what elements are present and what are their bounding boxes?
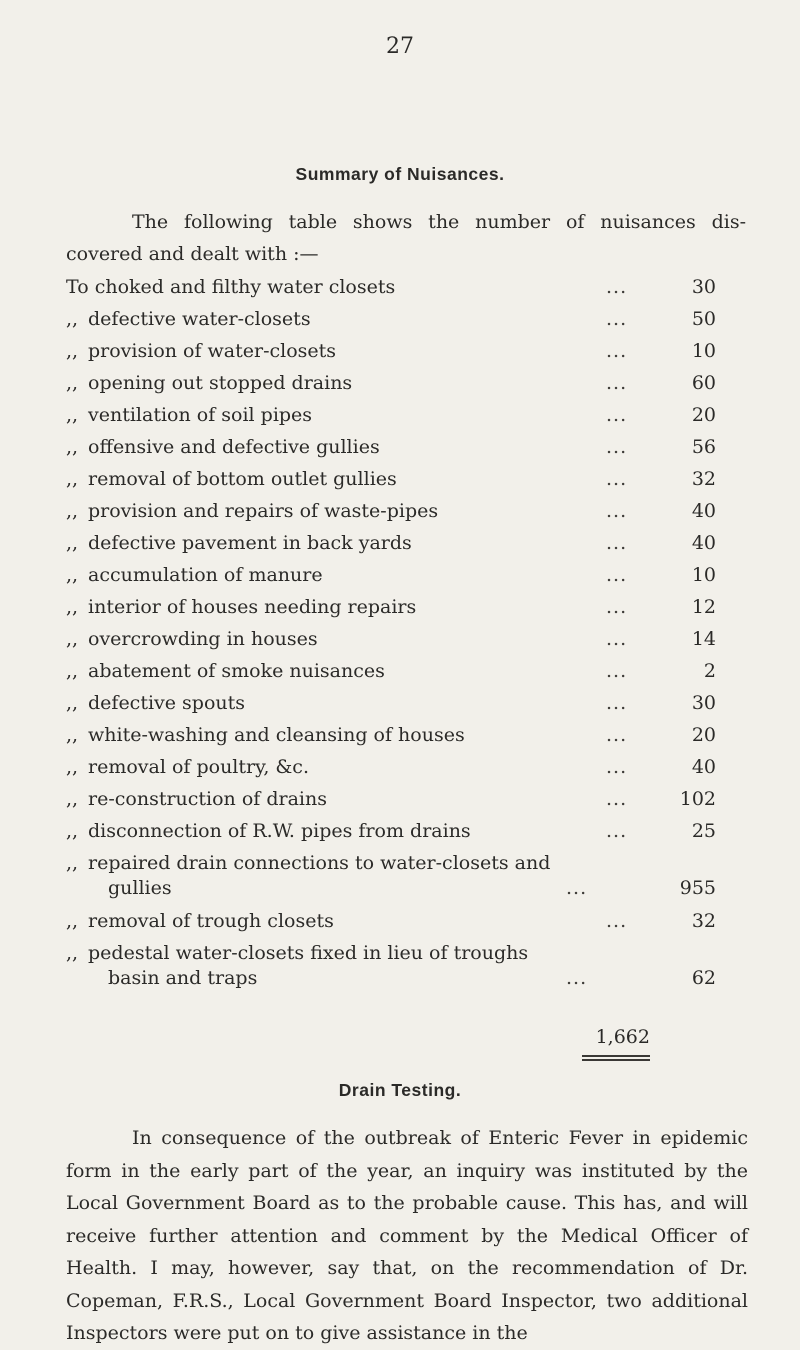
row-value: 20: [691, 724, 716, 746]
dot-leader: ...: [606, 820, 628, 842]
row-prefix: ,,: [66, 628, 79, 650]
dot-leader: ...: [606, 660, 628, 682]
row-prefix: ,,: [66, 500, 79, 522]
row-label: removal of poultry, &c.: [88, 756, 309, 778]
row-value: 60: [691, 372, 716, 394]
row-label: removal of trough closets: [88, 910, 334, 932]
row-prefix: ,,: [66, 820, 79, 842]
row-label: removal of bottom outlet gullies: [88, 468, 397, 490]
dot-leader: ...: [606, 404, 628, 426]
row-prefix: ,,: [66, 340, 79, 362]
row-value: 102: [679, 788, 716, 810]
dot-leader: ...: [606, 788, 628, 810]
row-prefix: ,,: [66, 468, 79, 490]
row-label: repaired drain connections to water-closets and: [88, 852, 551, 874]
dot-leader: ...: [606, 372, 628, 394]
row-prefix: ,,: [66, 596, 79, 618]
table-row: [66, 847, 716, 905]
row-prefix: ,,: [66, 756, 79, 778]
intro-paragraph: [66, 206, 746, 270]
row-prefix: ,,: [66, 404, 79, 426]
dot-leader: ...: [606, 436, 628, 458]
dot-leader: ...: [606, 276, 628, 298]
row-label: defective spouts: [88, 692, 246, 714]
row-label-continuation: gullies: [108, 877, 172, 899]
row-prefix: ,,: [66, 660, 79, 682]
intro-line-1: The following table shows the number of nuisances dis-: [132, 211, 746, 233]
row-label: provision and repairs of waste-pipes: [88, 500, 439, 522]
row-prefix: To: [66, 276, 89, 298]
row-prefix: ,,: [66, 724, 79, 746]
table-row: [66, 431, 716, 463]
table-row: [66, 655, 716, 687]
table-row: [66, 495, 716, 527]
row-value: 62: [691, 967, 716, 989]
row-label-continuation: basin and traps: [108, 967, 258, 989]
dot-leader: ...: [606, 308, 628, 330]
dot-leader: ...: [606, 756, 628, 778]
summary-heading: Summary of Nuisances.: [295, 164, 505, 184]
row-prefix: ,,: [66, 308, 79, 330]
row-prefix: ,,: [66, 910, 79, 932]
row-label: ventilation of soil pipes: [88, 404, 313, 426]
row-label: [66, 271, 395, 303]
row-label: disconnection of R.W. pipes from drains: [88, 820, 471, 842]
table-row: [66, 937, 716, 995]
table-row: [66, 591, 716, 623]
dot-leader: ...: [606, 596, 628, 618]
row-prefix: ,,: [66, 532, 79, 554]
row-prefix: ,,: [66, 372, 79, 394]
dot-leader: ...: [606, 628, 628, 650]
table-row: [66, 751, 716, 783]
row-label-text: choked and filthy water closets: [94, 276, 396, 298]
row-value: 10: [691, 340, 716, 362]
row-value: 56: [691, 436, 716, 458]
row-value: 2: [703, 660, 716, 682]
row-label: pedestal water-closets fixed in lieu of troughs: [88, 942, 529, 964]
row-label: white-washing and cleansing of houses: [88, 724, 465, 746]
row-value: 50: [691, 308, 716, 330]
row-label: interior of houses needing repairs: [88, 596, 417, 618]
row-label: opening out stopped drains: [88, 372, 353, 394]
row-label: accumulation of manure: [88, 564, 323, 586]
dot-leader: ...: [606, 564, 628, 586]
row-value: 40: [691, 756, 716, 778]
row-value: 14: [691, 628, 716, 650]
table-row: [66, 463, 716, 495]
nuisance-list: [66, 271, 716, 995]
table-row: [66, 687, 716, 719]
dot-leader: ...: [606, 692, 628, 714]
table-row: [66, 783, 716, 815]
row-prefix: ,,: [66, 788, 79, 810]
row-value: 32: [691, 910, 716, 932]
row-value: 25: [691, 820, 716, 842]
dot-leader: ...: [606, 500, 628, 522]
row-value: 40: [691, 500, 716, 522]
table-row: [66, 367, 716, 399]
row-label: provision of water-closets: [88, 340, 337, 362]
table-row: [66, 335, 716, 367]
row-label: defective pavement in back yards: [88, 532, 412, 554]
row-label: offensive and defective gullies: [88, 436, 380, 458]
table-row: [66, 623, 716, 655]
dot-leader: ...: [606, 532, 628, 554]
row-value: 32: [691, 468, 716, 490]
row-label: defective water-closets: [88, 308, 311, 330]
row-prefix: ,,: [66, 436, 79, 458]
dot-leader: ...: [606, 724, 628, 746]
row-value: 30: [691, 692, 716, 714]
row-label: overcrowding in houses: [88, 628, 318, 650]
row-value: 40: [691, 532, 716, 554]
dot-leader: ...: [606, 340, 628, 362]
table-row: [66, 527, 716, 559]
row-value: 955: [679, 877, 716, 899]
dot-leader: ...: [566, 967, 588, 989]
table-row: [66, 559, 716, 591]
row-prefix: ,,: [66, 852, 79, 874]
row-prefix: ,,: [66, 564, 79, 586]
row-prefix: ,,: [66, 942, 79, 964]
row-label: abatement of smoke nuisances: [88, 660, 385, 682]
dot-leader: ...: [566, 877, 588, 899]
total-underline-1: [582, 1055, 650, 1057]
dot-leader: ...: [606, 468, 628, 490]
total-value: 1,662: [595, 1026, 650, 1048]
row-label: re-construction of drains: [88, 788, 327, 810]
row-value: 12: [691, 596, 716, 618]
drain-testing-heading: Drain Testing.: [338, 1080, 462, 1100]
table-row: [66, 271, 716, 303]
table-row: [66, 303, 716, 335]
page-number: 27: [386, 34, 414, 59]
table-row: [66, 815, 716, 847]
table-row: [66, 905, 716, 937]
dot-leader: ...: [606, 910, 628, 932]
drain-testing-paragraph: In consequence of the outbreak of Enteric Fever in epidemic form in the early part of the year, an inquiry was instituted by the Local Government Board as to the probable cause. This has, and will receive further attention and comment by the Medical Officer of Health. I may, however, say that, on the recommendation of Dr. Copeman, F.R.S., Local Government Board Inspector, two additional Inspectors were put on to give assistance in the: [66, 1127, 748, 1344]
row-prefix: ,,: [66, 692, 79, 714]
total-underline-2: [582, 1059, 650, 1061]
row-value: 10: [691, 564, 716, 586]
table-row: [66, 399, 716, 431]
table-row: [66, 719, 716, 751]
row-value: 30: [691, 276, 716, 298]
row-value: 20: [691, 404, 716, 426]
intro-line-2: covered and dealt with :—: [66, 243, 319, 265]
